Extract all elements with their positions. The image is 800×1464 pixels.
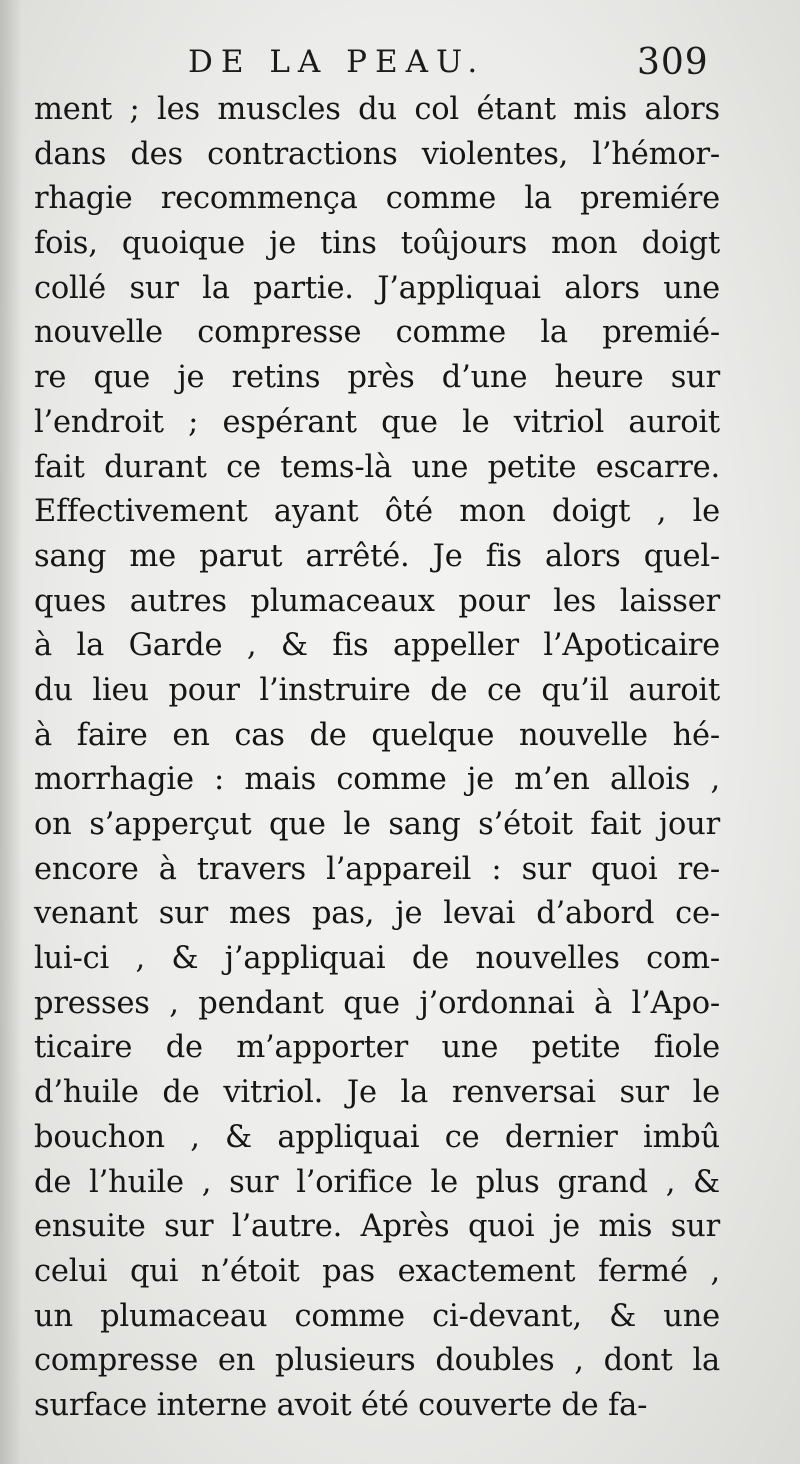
- body-text: [34, 88, 720, 1429]
- text-line: morrhagie : mais comme je m’en allois ,: [34, 762, 720, 798]
- text-line: d’huile de vitriol. Je la renversai sur le: [34, 1075, 720, 1111]
- text-line: rhagie recommença comme la premiére: [34, 181, 720, 217]
- text-line: ticaire de m’apporter une petite fiole: [34, 1030, 720, 1066]
- text-line: compresse en plusieurs doubles , dont la: [34, 1343, 720, 1379]
- text-line: fait durant ce tems-là une petite escarre.: [34, 449, 720, 485]
- text-line: bouchon , & appliquai ce dernier imbû: [34, 1119, 720, 1155]
- text-line: ment ; les muscles du col étant mis alors: [34, 92, 720, 127]
- page-number: 309: [637, 42, 709, 83]
- text-line: venant sur mes pas, je levai d’abord ce-: [34, 896, 720, 932]
- text-line: l’endroit ; espérant que le vitriol auroit: [34, 404, 720, 440]
- text-line: à la Garde , & fis appeller l’Apoticaire: [34, 628, 720, 664]
- text-line: on s’apperçut que le sang s’étoit fait jour: [34, 807, 720, 842]
- text-line: fois, quoique je tins toûjours mon doigt: [34, 226, 720, 262]
- text-line: Effectivement ayant ôté mon doigt , le: [34, 494, 720, 530]
- text-line: lui-ci , & j’appliquai de nouvelles com-: [34, 941, 720, 977]
- text-line: ques autres plumaceaux pour les laisser: [34, 583, 720, 619]
- running-head-title: DE LA PEAU.: [188, 44, 486, 80]
- text-line: de l’huile , sur l’orifice le plus grand , &: [34, 1164, 720, 1200]
- text-line: re que je retins près d’une heure sur: [34, 360, 720, 396]
- text-line: du lieu pour l’instruire de ce qu’il auroit: [34, 672, 720, 708]
- text-line: surface interne avoit été couverte de fa-: [34, 1387, 648, 1423]
- text-line: un plumaceau comme ci-devant, & une: [34, 1298, 720, 1334]
- text-line: à faire en cas de quelque nouvelle hé-: [34, 717, 720, 753]
- text-line: celui qui n’étoit pas exactement fermé ,: [34, 1253, 720, 1289]
- text-line: sang me parut arrêté. Je fis alors quel-: [34, 538, 720, 574]
- text-line: presses , pendant que j’ordonnai à l’Apo-: [34, 985, 720, 1021]
- text-line: collé sur la partie. J’appliquai alors une: [34, 270, 720, 306]
- text-line: dans des contractions violentes, l’hémor-: [34, 136, 720, 172]
- text-line: ensuite sur l’autre. Après quoi je mis sur: [34, 1209, 720, 1245]
- gutter-shadow: [0, 0, 22, 1464]
- text-line: nouvelle compresse comme la premié-: [34, 315, 720, 351]
- text-line: encore à travers l’appareil : sur quoi re-: [34, 851, 720, 887]
